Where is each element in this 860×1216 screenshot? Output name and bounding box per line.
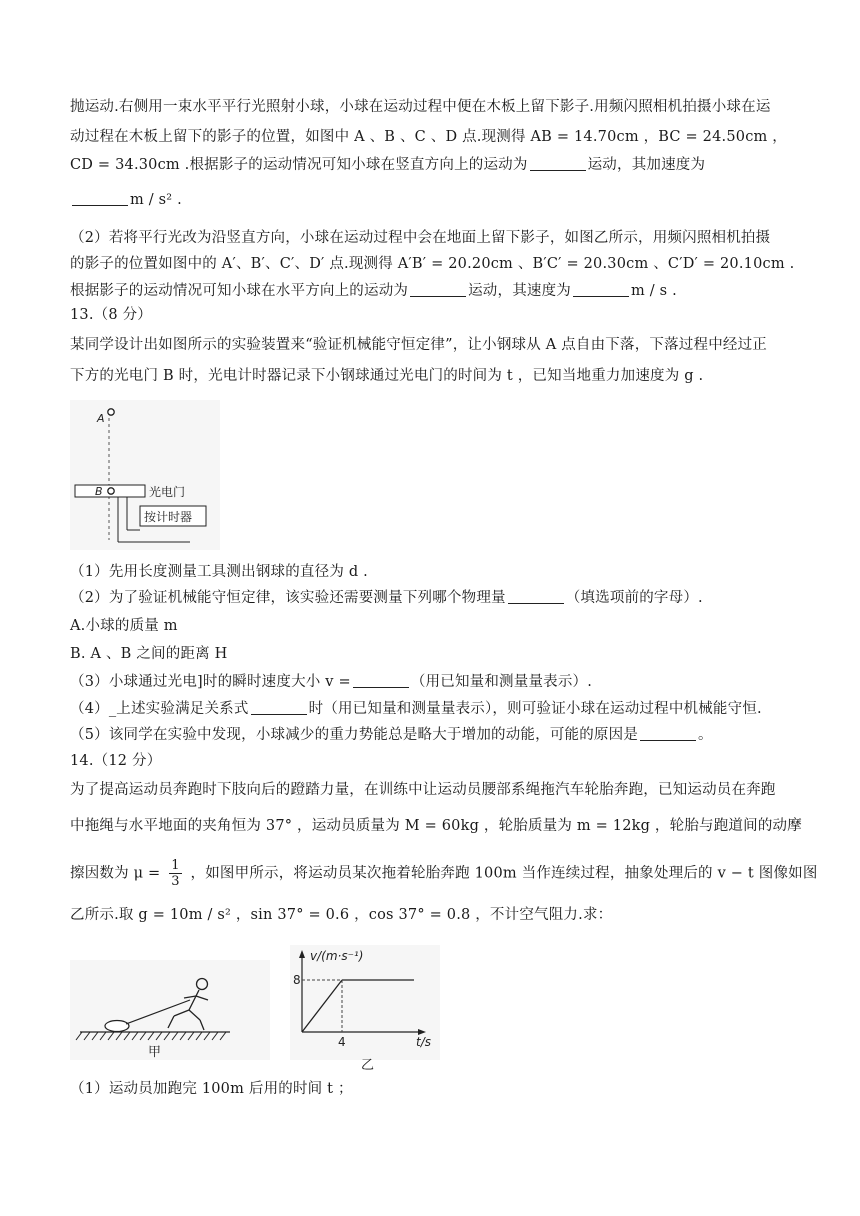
tire xyxy=(105,1021,129,1032)
p12-part2-line-3 xyxy=(70,281,677,301)
p13-option-a: A.小球的质量 m xyxy=(70,618,178,634)
p12-part2-line-1: （2）若将平行光改为沿竖直方向，小球在运动过程中会在地面上留下影子，如图乙所示，用频闪照相机拍摄 xyxy=(70,230,771,246)
figure-caption-jia: 甲 xyxy=(148,1045,162,1060)
p14-line-3a: 擦因数为 μ = xyxy=(70,865,161,882)
x-axis-label: t/s xyxy=(416,1035,431,1049)
p13-q5a: （5）该同学在实验中发现，小球减少的重力势能总是略大于增加的动能，可能的原因是 xyxy=(70,727,639,743)
label-A: A xyxy=(97,412,105,425)
answer-blank[interactable] xyxy=(573,282,629,297)
p13-q3b: （用已知量和测量量表示）. xyxy=(410,674,593,690)
p13-option-b: B. A 、B 之间的距离 H xyxy=(70,646,228,662)
answer-blank[interactable] xyxy=(72,191,128,206)
label-timer: 按计时器 xyxy=(144,510,193,524)
p12-line-3a: CD = 34.30cm .根据影子的运动情况可知小球在竖直方向上的运动为 xyxy=(70,157,528,173)
p13-q5b: 。 xyxy=(698,727,713,743)
p13-q4b: 时（用已知量和测量量表示），则可验证小球在运动过程中机械能守恒. xyxy=(308,701,762,717)
p14-line-2: 中拖绳与水平地面的夹角恒为 37° ，运动员质量为 M = 60kg ，轮胎质量为 m = 12kg ，轮胎与跑道间的动摩 xyxy=(70,818,802,834)
answer-blank[interactable] xyxy=(530,156,586,171)
p13-header: 13.（8 分） xyxy=(70,307,152,323)
mu-fraction xyxy=(169,858,181,889)
y-tick-label: 8 xyxy=(293,973,301,987)
p13-q1: （1）先用长度测量工具测出钢球的直径为 d . xyxy=(70,564,368,580)
figure-caption-yi-label: 乙 xyxy=(361,1058,375,1073)
label-B: B xyxy=(95,485,103,498)
fraction-denominator: 3 xyxy=(171,874,180,889)
p12-part2-line-2: 的影子的位置如图中的 A′、B′、C′、D′ 点.现测得 A′B′ = 20.20cm 、B′C′ = 20.30cm 、C′D′ = 20.10cm . xyxy=(70,256,795,272)
p14-line-3b: ，如图甲所示，将运动员某次拖着轮胎奔跑 100m 当作连续过程，抽象处理后的 v − t 图像如图 xyxy=(190,865,818,882)
p13-q2a: （2）为了验证机械能守恒定律，该实验还需要测量下列哪个物理量 xyxy=(70,590,506,606)
answer-blank[interactable] xyxy=(251,700,307,715)
vt-chart xyxy=(290,945,440,1060)
p13-line-2: 下方的光电门 B 时，光电计时器记录下小钢球通过光电门的时间为 t ，已知当地重力加速度为 g . xyxy=(70,368,704,384)
p12-line-3b: 运动，其加速度为 xyxy=(587,157,706,173)
answer-blank[interactable] xyxy=(410,282,466,297)
p12-part2-line-3b: 运动，其速度为 xyxy=(468,283,572,299)
p12-line-4-unit: m / s² . xyxy=(130,192,182,208)
fraction-numerator: 1 xyxy=(171,858,180,873)
p12-line-2: 动过程在木板上留下的影子的位置，如图中 A 、B 、C 、D 点.现测得 AB = 14.70cm ，BC = 24.50cm ， xyxy=(70,129,787,145)
p13-line-1: 某同学设计出如图所示的实验装置来“验证机械能守恒定律”，让小钢球从 A 点自由下落，下落过程中经过正 xyxy=(70,337,768,353)
p14-header: 14.（12 分） xyxy=(70,753,162,769)
p12-line-1: 抛运动.右侧用一束水平平行光照射小球，小球在运动过程中便在木板上留下影子.用频闪照相机拍摄小球在运 xyxy=(70,99,771,115)
y-axis-label: v/(m·s⁻¹) xyxy=(310,949,364,963)
p14-line-4: 乙所示.取 g = 10m / s² ，sin 37° = 0.6 ，cos 37° = 0.8 ，不计空气阻力.求： xyxy=(70,907,613,923)
p13-q5 xyxy=(70,725,713,745)
answer-blank[interactable] xyxy=(353,673,409,688)
label-photogate: 光电门 xyxy=(149,485,186,499)
p12-line-3 xyxy=(70,155,705,175)
answer-blank[interactable] xyxy=(508,589,564,604)
photogate-diagram xyxy=(70,400,220,550)
p14-line-3 xyxy=(70,858,818,889)
p12-part2-line-3a: 根据影子的运动情况可知小球在水平方向上的运动为 xyxy=(70,283,409,299)
p12-line-4 xyxy=(70,190,182,210)
p12-part2-line-3c: m / s . xyxy=(631,283,677,299)
p13-q3a: （3）小球通过光电]时的瞬时速度大小 v = xyxy=(70,674,351,690)
p13-q3 xyxy=(70,672,592,692)
p13-q2 xyxy=(70,588,703,608)
p13-q4a: （4）_上述实验满足关系式 xyxy=(70,701,249,717)
x-tick-label: 4 xyxy=(338,1035,346,1049)
p14-line-1: 为了提高运动员奔跑时下肢向后的蹬踏力量，在训练中让运动员腰部系绳拖汽车轮胎奔跑，已知运动员在奔跑 xyxy=(70,782,776,798)
p13-q2b: （填选项前的字母）. xyxy=(565,590,703,606)
athlete-tire-figure xyxy=(70,960,270,1060)
p13-q4 xyxy=(70,699,762,719)
p14-q1: （1）运动员加跑完 100m 后用的时间 t ； xyxy=(70,1081,353,1097)
answer-blank[interactable] xyxy=(640,726,696,741)
